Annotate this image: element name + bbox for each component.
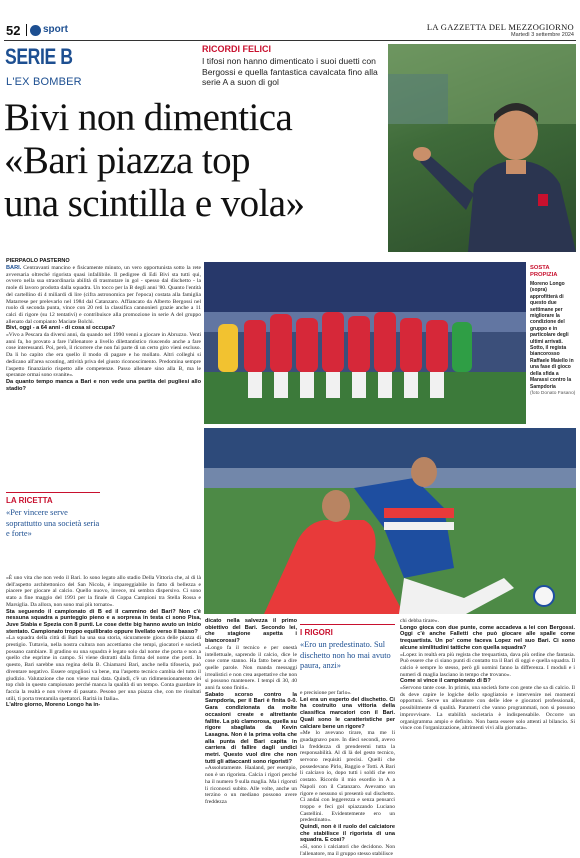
pullquote-text: «Ero un predestinato. Sul dischetto non ho mai avuto paura, anzi» — [300, 640, 391, 670]
body-column-2 — [205, 618, 297, 838]
newspaper-name: LA GAZZETTA DEL MEZZOGIORNO — [426, 22, 574, 32]
coach-photo — [388, 44, 576, 252]
pullquote-label: LA RICETTA — [6, 496, 53, 505]
headline-line-2: «Bari piazza top — [4, 139, 250, 182]
body-question: Come si vince il campionato di B? — [400, 678, 491, 685]
body-question: Lei era un esperto del dischetto. Ci ha costruito una vittoria della classifica marcatori con il Bari. Quali sono le caratteristiche per calciare bene un rigore? — [300, 696, 395, 730]
body-question: Da quanto tempo manca a Bari e non vede una partita dei pugliesi allo stadio? — [6, 378, 201, 392]
body-paragraph: BARI. Centravanti mancino e fisicamente minuto, un vero opportunista sotto la rete avversaria oltreché rigorista quasi infallibile. Il pedigree di Edi Bivi sta tutti qui, ovvero nella sua straordinaria abilità di trasmutare in gol - spesso dal dischetto - la mole di lavoro prodotta dalla squadra. Un tocco per la B degli anni '80. Quanto l'entità del cartellino di 4 miliardi di lire (cifra astronomica per l'epoca) costata alla famiglia Matarrese per prelevarlo nel 1984 dal Catanzaro. Affiancato da Alberto Bergossi nel ruolo di seconda punta, vince con 20 reti la classifica cannonieri grazie anche a 11 calci di rigore (su 12 tentativi) e contribuisce alla promozione in serie A del gruppo allenato dal compianto Maciate Bolchi. — [6, 265, 201, 325]
pullquote-label: I RIGORI — [300, 628, 333, 637]
caption-text: Moreno Longo (sopra) approfitterà di questo due settimane per migliorare la condizione del gruppo e in particolare degli ultimi arrivati. Sotto, il regista biancorosso Raffaele Maiello in una fase di gioco della sfida a Marassi contro la Sampdoria — [530, 281, 574, 390]
body-paragraph: «Assolutamente. Haaland, per esempio, non è un rigorista. Calcia i rigori perché ha il numero 9 sulla maglia. Ma i rigorsti li riconosci subito. Alle volte, anche un terzino o un mediano possono avere freddezza — [205, 765, 297, 805]
category-label: SERIE B — [5, 44, 73, 69]
body-question: Longo gioca con due punte, come accadeva a lei con Bergossi. Oggi c'è anche Falletti che può giocare alle spalle come trequartista. Un po' come faceva Lopez nel suo Bari. Ci sono alcune similitudini tattiche con quella squadra? — [400, 624, 575, 651]
pullquote-rigori — [300, 624, 395, 672]
body-paragraph: «Servono tante cose. In primis, una società forte con gente che sa di calcio. Il ds deve capire le logiche dello spogliatoio e intervenire nei momenti opportuni. Serve un allenatore con delle idee e giocatori professionali, possibilmente di qualità. Parametri che vanno programmati, non si possono improvvisare. La stabilità societaria è indispensabile. Occorre un organigramma ampio e definito. Non basta essere solo attenti al bilancio. Si vince con l'organizzazione, altrimenti vivi alla giornata». — [400, 685, 575, 732]
body-question: dicato nella salvezza il primo obiettivo del Bari. Secondo lei, che stagione aspetta i biancorossi? — [205, 618, 297, 645]
body-paragraph: «Lopez in realtà era più regista che trequartista, dava più ordine che fantasia. Può essere che ci siano punti di contatto tra il Bari di oggi e quella squadra. Il calcio è sempre lo stesso, però gli uomini fanno la differenza. I moduli e i numeri di maglia lasciano in tempo che trovano». — [400, 651, 575, 678]
body-question: Bivi, oggi - a 64 anni - di cosa si occupa? — [6, 325, 116, 332]
body-paragraph: «È uno vita che non vedo il Bari. Io sono legato allo stadio Della Vittoria che, al di là dell'aspetto architettonico del San Nicola, è impareggiabile in fatto di bellezza e piacere per giocare al calcio. Quello nuovo, invece, mi sembra dispersivo. Ci sono stato a fine maggio del 1991 per la finale di Coppa Campioni tra Stella Rossa e Marsiglia. Da allora, non sono mai più tornato». — [6, 575, 201, 608]
caption-credit: (foto Donato Fasano) — [530, 390, 576, 396]
body-column-4 — [400, 618, 575, 838]
body-question: Sabato scorso contro la Sampdoria, per il Bari è finita 0-0. Gara condizionata da molte occasioni create e altrettante fallite. La più clamorosa, quella su rigore sbagliata da Kevin Lasagna. Non è la prima volta che alla punta del Bari capita in carriera di fallire dagli undici metri. Questo vuol dire che non tutti gli attaccanti sono rigoristi? — [205, 691, 297, 765]
issue-date: Martedì 3 settembre 2024 — [511, 32, 574, 38]
body-column-3 — [300, 690, 395, 857]
body-paragraph: «Longo fa il tecnico e per onestà intellettuale, saprendo il calcio, dice le cose come stanno. Ha fatto bene a dire quelle parole. Non manda messaggi irrealistici e non crea aspettative che non si possono mantenere. I tempi di 30, 40 anni fa sono finiti». — [205, 644, 297, 692]
match-action-illustration — [204, 428, 576, 614]
section-label: sport — [43, 24, 68, 35]
body-column-1b — [6, 575, 201, 837]
deck-text: I tifosi non hanno dimenticato i suoi duetti con Bergossi e quella fantastica cavalcata fino alla serie A a suon di gol — [202, 56, 378, 88]
pullquote-text: «Per vincere serve soprattutto una società seria e forte» — [6, 508, 100, 538]
body-column-3a — [300, 618, 395, 624]
body-paragraph: «La squadra della città di Bari ha una sua storia, sicuramente gioca delle piazza di prestigio. Tuttavia, nella nostra cultura non accettiamo che tempi, giocatori e società possano cambiare. Il gradino su una squadra è legato solo dal nome che porta e non a quello che esprime in campo. Si viene distratti dalla firma del nome che porti. In questo, Bari sarebbe una regina della B. Chiamarsi Bari, anche nella tifoseria, può diventare negativo. Essere orgogliosi va bene, ma l'aspetto tecnico cambia del tutto il giudizio. Valutazione che non viene mai data. Quindi, c'è un ridimensionamento dei top club in questo campionato perché manca la qualità di un tempo. Conta guardare in faccia la realtà e non vivere di passato. Pesono per una piazza che, con tre risultati utili, ti porta trentamila spettatori. Raritá in Italia». — [6, 635, 201, 702]
headline-line-3: una scintilla e vola» — [4, 182, 305, 225]
subcategory-label: L'EX BOMBER — [6, 76, 82, 88]
deck-label: RICORDI FELICI — [202, 44, 271, 54]
body-paragraph: «Vivo a Pescara da diversi anni, da quando nel 1990 venni a giocare in Abruzzo. Venti anni fa, ho provato a fare l'allenatore a livello dilettantistico riuscendo anche a fare cose interessanti. Poi, però, il ricorrere che non fai parte di un certo giro vieni escluso. Da lì ho capito che era quello il modo di pagare e ho mollato. Altri colleghi si dedicano all'area scouting, attività priva del giusto riconoscimento. Predomina sempre l'aspetto finanziario rispetto alle competenze. Passo allenare sino alla B, ma le speranze ormai sono svanite». — [6, 332, 201, 379]
page-number-divider — [26, 24, 27, 36]
caption-title: SOSTA PROPIZIA — [530, 265, 558, 278]
team-photo — [204, 262, 526, 424]
header-rule — [4, 40, 576, 41]
sport-logo-icon — [30, 25, 41, 36]
photo-caption — [530, 265, 576, 397]
pullquote-ricetta — [6, 492, 100, 540]
body-question: Quindi, non è il ruolo del calciatore che stabilisce il rigorista di una squadra. E così? — [300, 824, 395, 844]
body-column-1a — [6, 265, 201, 489]
coach-illustration — [388, 44, 576, 252]
page-number: 52 — [6, 23, 21, 38]
match-photo — [204, 428, 576, 614]
body-paragraph: «Me lo avevano tirare, ma me li guadagnavo pure. In dieci secondi, avevo la freddezza di prenderemi tutta la responsabilità. Al di là del gesto tecnico, servono requisiti precisi. Quelli che possedevano Pirlo, Baggio e Totti. A Bari li calciavo io, dopo tutti i soldi che ero costato. Ricordo il mio esordio in A a Napoli con il Catanzaro. Avevamo un rigore e nessuno si presentò sul dischetto. Ci andai con leggerezza e senza pensarci troppo e feci gol spiazzando Luciano Castellini. Evidentemente ero un predestinato». — [300, 730, 395, 824]
team-huddle-illustration — [204, 262, 526, 424]
body-question: Sta seguendo il campionato di B ed il cammino del Bari? Non c'è nessuna squadra a punteggio pieno e a sorpresa in testa ci sono Pisa, Juve Stabia e Spezia con 8 punti. Le cose dette big hanno avuto un inizio stentato. Campionato troppo equilibrato oppure livellato verso il basso? — [6, 608, 201, 635]
byline: PIERPAOLO PASTERNO — [6, 258, 70, 264]
body-question: L'altro giorno, Moreno Longo ha in- — [6, 702, 101, 709]
deck-box — [202, 44, 382, 94]
body-paragraph: chi debba tirare». — [400, 618, 439, 624]
dateline: BARI. — [6, 265, 22, 271]
page-header — [0, 0, 580, 40]
body-paragraph: «Sì, sono i calciatori che decidono. Non l'allenatore, ma il gruppo stesso stabilisce — [300, 844, 395, 857]
headline — [4, 96, 386, 225]
headline-line-1: Bivi non dimentica — [4, 96, 293, 139]
body-paragraph: e precisione per farlo». — [300, 690, 352, 696]
